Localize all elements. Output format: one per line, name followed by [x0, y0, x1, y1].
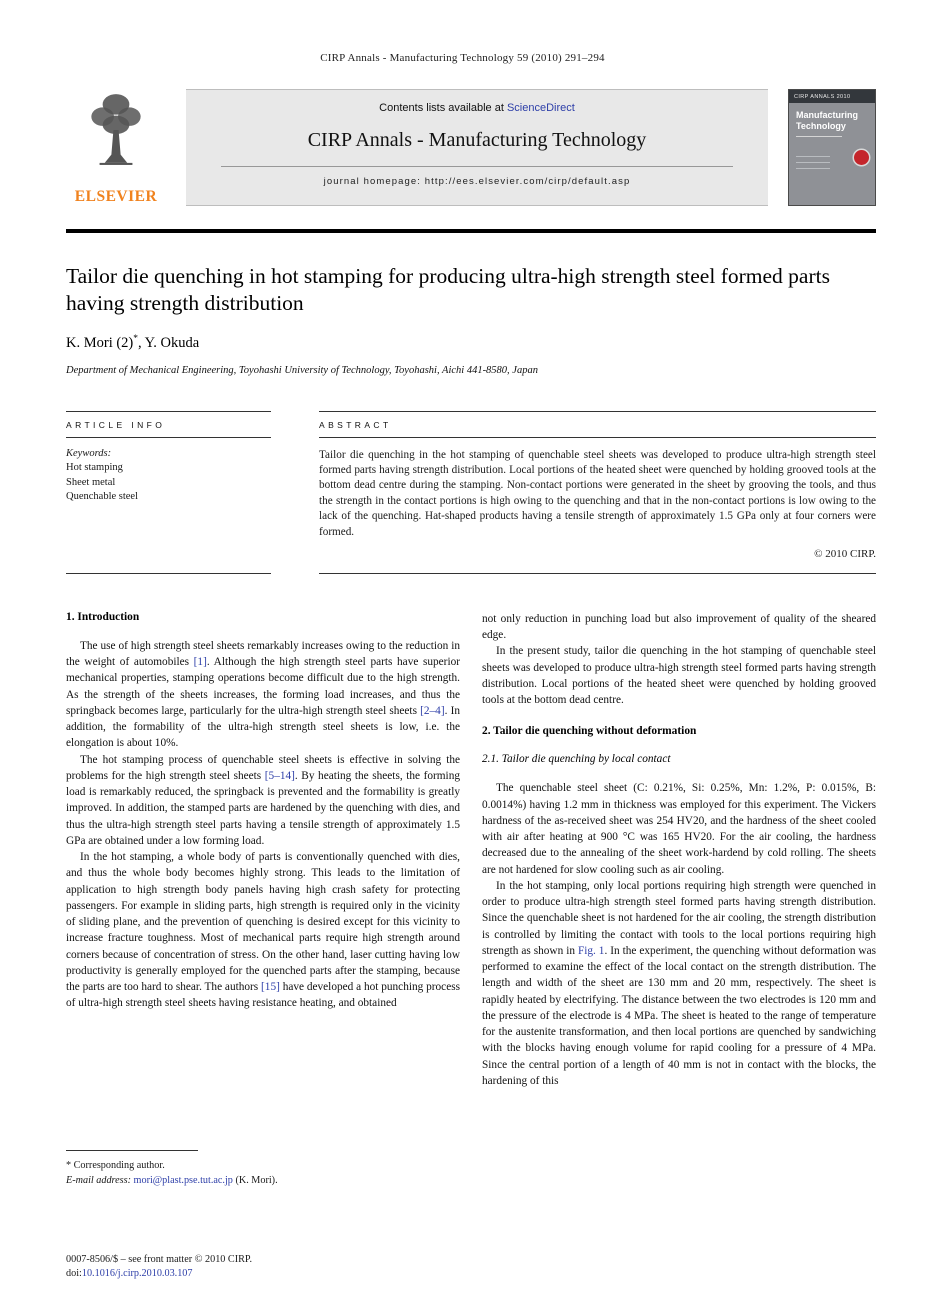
right-column	[482, 611, 876, 1089]
copyright-line: © 2010 CIRP.	[814, 547, 876, 560]
footnote-rule	[66, 1150, 198, 1151]
text-run: In the present study, tailor die quenching in the hot stamping of quenchable steel sheets was developed to produce ultra-high strength steel formed parts having strength distribution. Local portions of the heated sheet were quenched by holding grooved tools at the bottom dead centre.	[482, 645, 876, 707]
body-paragraph	[482, 780, 876, 878]
keywords-block	[66, 438, 271, 517]
corresponding-author-note: * Corresponding author.	[66, 1160, 165, 1171]
text-run: have developed a hot punching process of ultra-high strength steel sheets having resistance heating, and obtained	[66, 981, 460, 1010]
subsection-heading: 2.1. Tailor die quenching by local contact	[482, 753, 671, 766]
keywords-list	[66, 461, 271, 505]
text-run: (K. Mori).	[232, 1174, 278, 1186]
text-run: E-mail address:	[66, 1174, 134, 1186]
abstract-heading: ABSTRACT	[319, 412, 876, 438]
text-run: K. Mori (2)	[66, 334, 134, 351]
cover-header: CIRP ANNALS 2010	[789, 90, 875, 103]
body-paragraph	[66, 849, 460, 1012]
journal-banner	[186, 89, 768, 206]
text-run: doi:	[66, 1267, 82, 1279]
elsevier-tree-icon	[85, 91, 147, 167]
keyword-item: Quenchable steel	[66, 491, 139, 502]
article-info-panel	[66, 411, 271, 574]
elsevier-wordmark: ELSEVIER	[74, 188, 158, 205]
section-heading: 2. Tailor die quenching without deformation	[482, 725, 697, 738]
cover-title-line1: Manufacturing	[796, 110, 858, 120]
elsevier-logo	[66, 89, 166, 206]
text-run: Contents lists available at	[379, 102, 507, 114]
journal-title: CIRP Annals - Manufacturing Technology	[307, 129, 647, 151]
text-run: not only reduction in punching load but also improvement of quality of the sheared edge.	[482, 612, 876, 642]
cirp-logo-badge	[854, 150, 869, 165]
journal-homepage: journal homepage: http://ees.elsevier.com/cirp/default.asp	[323, 176, 631, 187]
keyword-item: Hot stamping	[66, 462, 123, 473]
section-heading: 1. Introduction	[66, 610, 140, 623]
meta-block	[66, 411, 876, 574]
issn-line: 0007-8506/$ – see front matter © 2010 CIRP.	[66, 1254, 253, 1265]
text-run: The hot stamping process of quenchable steel sheets is effective in solving the problems for the high strength steel sheets	[66, 753, 460, 782]
email-line	[66, 1174, 366, 1188]
text-run: , Y. Okuda	[137, 334, 200, 351]
article-body	[66, 611, 876, 1089]
doi-line	[66, 1267, 252, 1281]
banner-divider	[221, 166, 733, 167]
email-link[interactable]: mori@plast.pse.tut.ac.jp	[133, 1174, 233, 1186]
footnote	[66, 1150, 366, 1187]
text-run: The use of high strength steel sheets remarkably increases owing to the reduction in the weight of automobiles	[66, 639, 460, 669]
body-paragraph	[482, 878, 876, 1089]
body-paragraph	[482, 611, 876, 644]
cover-title-line2: Technology	[796, 120, 846, 131]
cover-title	[789, 103, 875, 135]
imprint	[66, 1253, 252, 1280]
abstract-text: Tailor die quenching in the hot stamping of quenchable steel sheets was developed to produce ultra-high strength steel formed parts having strength distribution. Local portions of the heated sheet were quenched by holding grooved tools at the bottom dead centre during the stamping. Non-contact portions were generated in the sheet by grooving the tools, and thus the strength in the contact portions is high owing to the quenching and that in the non-contact portions is low owing to the lack of the quenching. Hat-shaped products having a tensile strength of approximately 1.5 GPa only at four corners were formed.	[319, 448, 876, 538]
text-run: *	[133, 333, 138, 344]
contents-line	[186, 102, 768, 114]
body-paragraph	[66, 638, 460, 752]
text-run: . In the experiment, the quenching without deformation was performed to examine the effect of the local contact on the strength distribution. The length and width of the sheet are 130 mm and 20 mm, respectively. The sheet is rapidly heated by electrifying. The distance between the two electrodes is 120 mm and the pressure of the electrode is 4 MPa. The sheet is heated to the range of temperature for the austenite transformation, and then local portions are quenched by sandwiching with the blocks having enough volume for rapid cooling for a pressure of 4 MPa. Since the central portion of a length of 40 mm is not in contact with the blocks, the hardening of this	[482, 944, 876, 1087]
affiliation: Department of Mechanical Engineering, Toyohashi University of Technology, Toyohashi, Aichi 441-8580, Japan	[66, 364, 538, 376]
article-title: Tailor die quenching in hot stamping for producing ultra-high strength steel formed parts having strength distribution	[66, 263, 830, 315]
left-column	[66, 611, 460, 1089]
article-info-heading: ARTICLE INFO	[66, 412, 271, 438]
text-run: . In addition, the formability of the ultra-high strength steel sheets is low, i.e. the elongation is about 10%.	[66, 704, 460, 750]
keywords-label: Keywords:	[66, 447, 112, 459]
citation-link[interactable]: [2–4]	[420, 704, 445, 717]
text-run: . By heating the sheets, the forming load is remarkably reduced, the springback is prevented and the formability is greatly improved. In addition, the stamped parts are hardened by the quenching with dies, and thus the ultra-high strength steel parts having a tensile strength of approximately 1.5 GPa are obtained under a low forming load.	[66, 769, 460, 847]
citation-link[interactable]: [1]	[193, 656, 207, 669]
figure-link[interactable]: Fig. 1	[577, 944, 605, 957]
abstract-panel	[319, 411, 876, 574]
citation-link[interactable]: [15]	[261, 981, 280, 994]
cover-contents-lines	[796, 156, 830, 174]
doi-link[interactable]: 10.1016/j.cirp.2010.03.107	[81, 1267, 193, 1279]
body-paragraph	[482, 643, 876, 708]
text-run: . Although the high strength steel parts have superior mechanical properties, stamping operations become difficult due to the high strength. As the strength of the sheets increases, the forming load increases, and thus the springback becomes large, particularly for the ultra-high strength steel sheets	[66, 656, 460, 717]
sciencedirect-link[interactable]: ScienceDirect	[506, 102, 575, 114]
citation-link[interactable]: [5–14]	[264, 769, 295, 782]
authors-line	[66, 335, 876, 352]
masthead-rule	[66, 229, 876, 233]
masthead	[66, 89, 876, 206]
journal-cover-thumbnail	[788, 89, 876, 206]
cover-divider	[796, 136, 842, 137]
keyword-item: Sheet metal	[66, 476, 116, 488]
running-head: CIRP Annals - Manufacturing Technology 59 (2010) 291–294	[320, 52, 605, 64]
body-paragraph	[66, 752, 460, 850]
text-run: The quenchable steel sheet (C: 0.21%, Si: 0.25%, Mn: 1.2%, P: 0.015%, B: 0.0014%) having 1.2 mm in thickness was employed for this experiment. The Vickers hardness of the as-received sheet was 254 HV20, and the hardness of the sheet cooled with air after heating at 900 °C was 165 HV20. For the air cooling, the hardness decreased due to the annealing of the sheet work-hardend by cold rolling. The sheets are not hardened for slow cooling such as air cooling.	[482, 782, 876, 876]
text-run: In the hot stamping, only local portions requiring high strength were quenched in order to produce ultra-high strength steel formed parts having strength distribution. Since the quenchable sheet is not hardened for the air cooling, the strength distribution is controlled by limiting the contact with tools to the local portions requiring high strength as shown in	[482, 879, 876, 957]
text-run: In the hot stamping, a whole body of parts is conventionally quenched with dies, and thus the whole body becomes highly strong. This leads to the limitation of application to high strength body panels having high crash safety for protecting passengers. For example in sliding parts, high strength is required only in the vicinity of sliding plane, and the prevention of quenching is desired except for this vicinity to increase fracture toughness. Most of mechanical parts require high strength around corners because of concentration of stress. On the other hand, laser cutting having low productivity is generally employed for the quenched parts after the stamping, because the parts are too hard to shear. The authors	[66, 851, 460, 994]
